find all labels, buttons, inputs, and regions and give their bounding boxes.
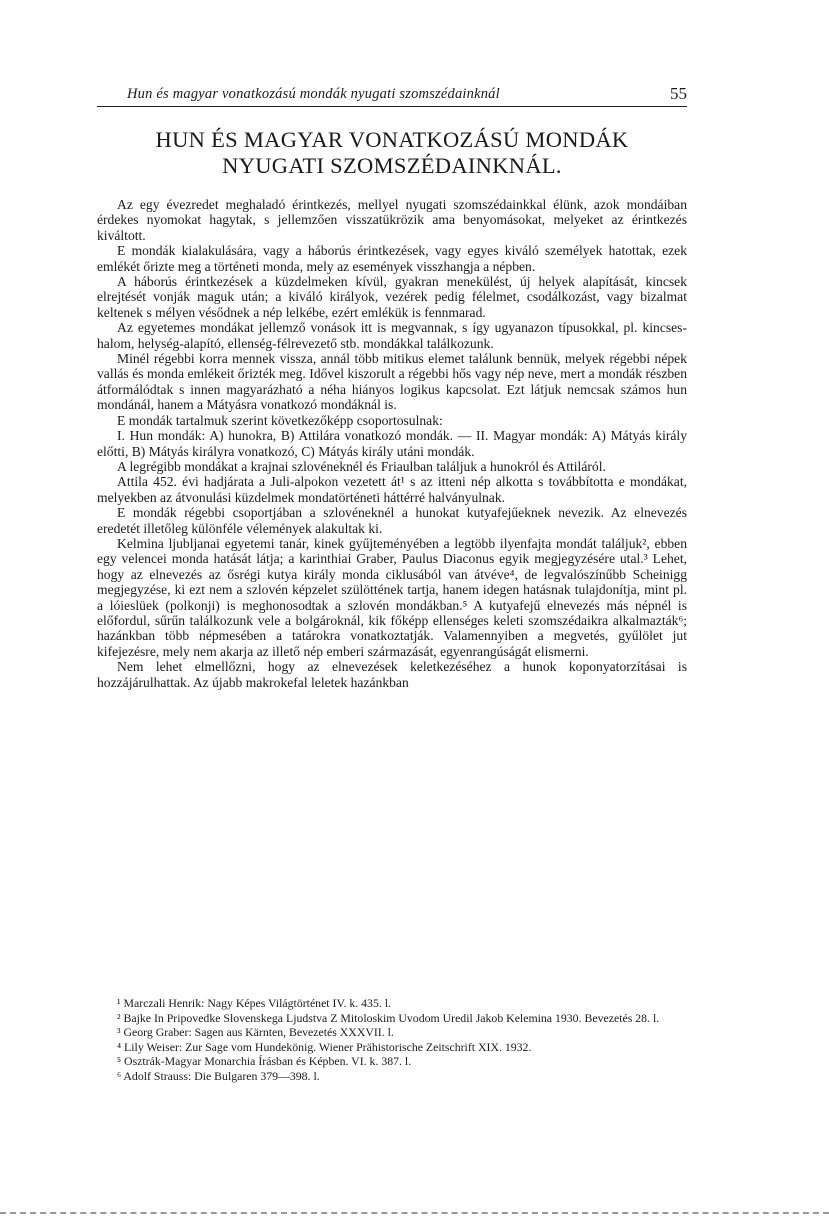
footnotes — [97, 996, 687, 1084]
footnote-3: ³ Georg Graber: Sagen aus Kärnten, Bevezetés XXXVII. l. — [117, 1025, 394, 1040]
paragraph-7: I. Hun mondák: A) hunokra, B) Attilára vonatkozó mondák. — II. Magyar mondák: A) Mátyás király előtti, B) Mátyás királyra vonatkozó, C) Mátyás király utáni mondák. — [97, 428, 687, 459]
running-head — [97, 84, 687, 107]
paragraph-5: Minél régebbi korra mennek vissza, annál több mitikus elemet találunk bennük, melyek régebbi népek vallás és monda emlékeit őrizték meg. Idővel kiszorult a régebbi hős vagy nép neve, mert a mondák részben átformálódtak s innen magyarázható a néha hiányos logikus kapcsolat. Ezt látjuk nemcsak számos hun mondánál, hanem a Mátyásra vonatkozó mondáknál is. — [97, 351, 687, 413]
paragraph-10: E mondák régebbi csoportjában a szlovéneknél a hunokat kutyafejűeknek nevezik. Az elnevezés eredetét illetőleg különféle vélemények alakultak ki. — [97, 505, 687, 536]
paragraph-3: A háborús érintkezések a küzdelmeken kívül, gyakran menekülést, új helyek alapítását, kincsek elrejtését vonják maguk után; a kiváló királyok, vezérek pedig félelmet, csodálkozást, vagy bizalmat keltenek s mélyen vésődnek a nép lelkébe, ezért emlékük is fennmarad. — [97, 274, 687, 320]
paragraph-11: Kelmina ljubljanai egyetemi tanár, kinek gyűjteményében a legtöbb ilyenfajta mondát találjuk², ebben egy velencei monda hatását látja; a karinthiai Graber, Paulus Diaconus egyik megjegyzésére utal.³ Lehet, hogy az elnevezés az ősrégi kutya király monda ciklusából van átvéve⁴, de legvalószínűbb Scheinigg megjegyzése, ki ezt nem a szlovén képzelet szülöttének tartja, hanem idegen hatásnak tulajdonítja, mint pl. a lóieslüek (polkonji) is meghonosodtak a szlovén mondákban.⁵ A kutyafejű elnevezés más népnél is előfordul, sűrűn találkozunk vele a bolgároknál, kik főképp ellenséges keleti szomszédaikra alkalmazták⁶; hazánkban több népmesében a tatárokra vonatkoztatják. Valamennyiben a megvetés, gyűlölet jut kifejezésre, mely nem akarja az illető nép emberi származását, egyenrangúságát elismerni. — [97, 535, 687, 659]
article-title — [97, 127, 687, 179]
article-body — [97, 197, 687, 690]
paragraph-4: Az egyetemes mondákat jellemző vonások itt is megvannak, s így ugyanazon típusokkal, pl. kincses-halom, helység-alapító, ellenség-félrevezető stb. mondákkal találkozunk. — [97, 320, 687, 351]
footnote-2: ² Bajke In Pripovedke Slovenskega Ljudstva Z Mitoloskim Uvodom Uredil Jakob Kelemina 1930. Bevezetés 28. l. — [117, 1010, 660, 1025]
footnote-6: ⁶ Adolf Strauss: Die Bulgaren 379—398. l. — [117, 1068, 320, 1083]
paragraph-9: Attila 452. évi hadjárata a Juli-alpokon vezetett át¹ s az itteni nép alkotta s továbbította e mondákat, melyekben az átvonulási küzdelmek mondatörténeti háttérré halványulnak. — [97, 474, 687, 505]
page-bottom-edge — [0, 1212, 829, 1214]
footnote-1: ¹ Marczali Henrik: Nagy Képes Világtörténet IV. k. 435. l. — [117, 996, 391, 1010]
paragraph-2: E mondák kialakulására, vagy a háborús érintkezések, vagy egyes kiváló személyek hatottak, ezek emlékét őrizte meg a történeti monda, mely az események visszhangja a népben. — [97, 243, 687, 274]
paragraph-8: A legrégibb mondákat a krajnai szlovéneknél és Friaulban találjuk a hunokról és Attiláról. — [117, 458, 606, 474]
footnote-5: ⁵ Osztrák-Magyar Monarchia Írásban és Képben. VI. k. 387. l. — [117, 1054, 412, 1069]
paragraph-6: E mondák tartalmuk szerint következőképp csoportosulnak: — [117, 412, 443, 428]
paragraph-12: Nem lehet elmellőzni, hogy az elnevezések keletkezéséhez a hunok koponyatorzításai is hozzájárulhattak. Az újabb makrokefal leletek hazánkban — [97, 659, 687, 690]
article-title-line-2: NYUGATI SZOMSZÉDAINKNÁL. — [222, 153, 562, 178]
page-number: 55 — [670, 84, 687, 103]
running-head-title: Hun és magyar vonatkozású mondák nyugati szomszédainknál — [127, 86, 500, 102]
article-title-line-1: HUN ÉS MAGYAR VONATKOZÁSÚ MONDÁK — [155, 127, 629, 152]
paragraph-1: Az egy évezredet meghaladó érintkezés, mellyel nyugati szomszédainkkal élünk, azok mondáiban érdekes nyomokat hagytak, s jellemzően visszatükrözik ama benyomásokat, melyeket az érintkezés kiváltott. — [97, 197, 687, 243]
footnote-4: ⁴ Lily Weiser: Zur Sage vom Hundekönig. Wiener Prähistorische Zeitschrift XIX. 1932. — [117, 1039, 532, 1054]
